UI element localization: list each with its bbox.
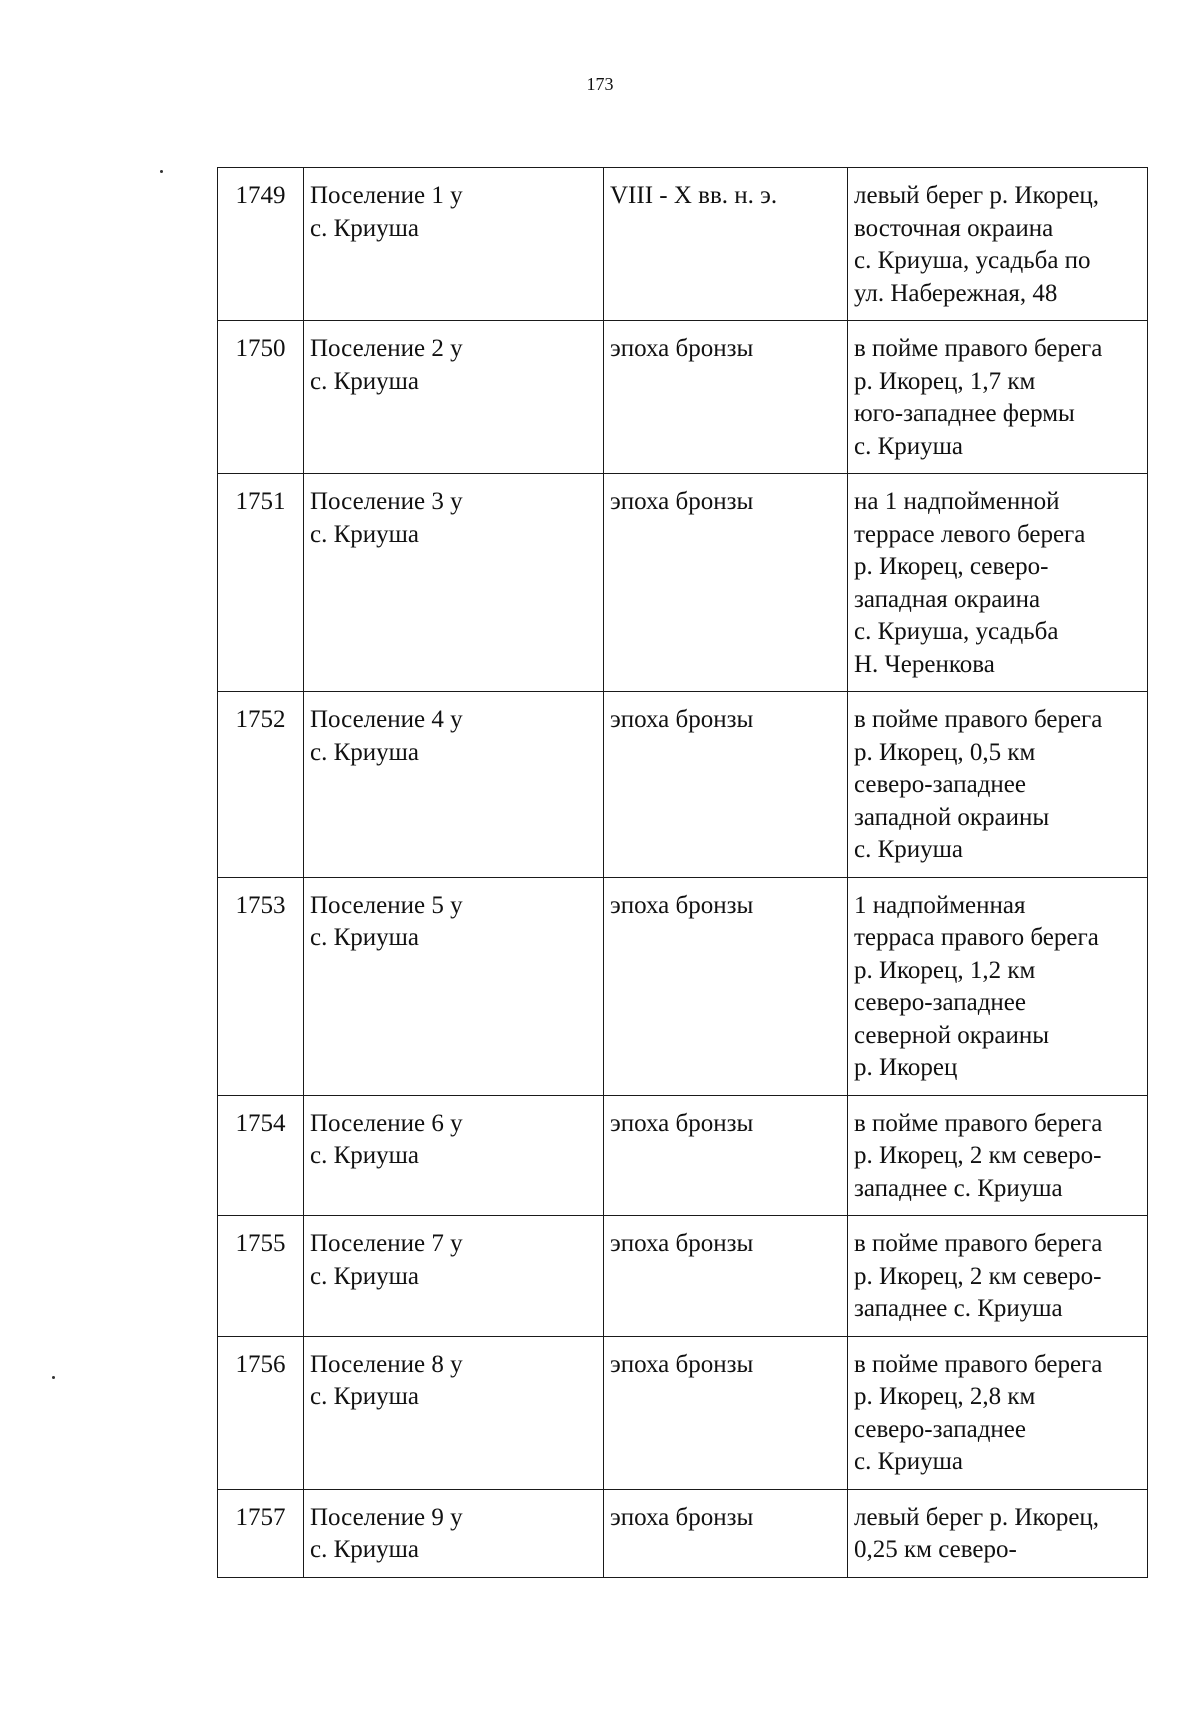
site-location-cell [848, 1216, 1148, 1337]
site-location-line: террасе левого берега [854, 520, 1086, 548]
site-dating-cell: эпоха бронзы [604, 1095, 848, 1216]
table-row [218, 321, 1148, 474]
site-number-cell: 1750 [218, 321, 304, 474]
site-name-line: Поселение 9 у [310, 1503, 463, 1531]
site-number-cell: 1756 [218, 1336, 304, 1489]
site-name-line: Поселение 1 у [310, 182, 463, 209]
site-location-line: р. Икорец, 0,5 км [854, 738, 1036, 766]
site-dating-cell: VIII - X вв. н. э. [604, 168, 848, 321]
site-location-line: юго-западнее фермы [854, 400, 1075, 427]
table-row [218, 1095, 1148, 1216]
site-location-cell [848, 1489, 1148, 1577]
site-location-line: терраса правого берега [854, 924, 1099, 951]
site-location-line: р. Икорец, 2,8 км [854, 1383, 1036, 1410]
site-location-cell [848, 877, 1148, 1095]
table-row [218, 168, 1148, 321]
site-location-line: 0,25 км северо- [854, 1536, 1017, 1563]
table-row [218, 1489, 1148, 1577]
site-name-cell [304, 877, 604, 1095]
site-location-line: в пойме правого берега [854, 706, 1103, 733]
site-dating-cell: эпоха бронзы [604, 474, 848, 692]
site-dating-cell: эпоха бронзы [604, 877, 848, 1095]
site-dating-cell: эпоха бронзы [604, 1216, 848, 1337]
site-location-line: с. Криуша, усадьба по [854, 247, 1091, 274]
table-row [218, 692, 1148, 878]
site-dating-cell: эпоха бронзы [604, 692, 848, 878]
site-name-line: с. Криуша [310, 738, 419, 766]
site-location-line: северо-западнее [854, 771, 1026, 798]
site-location-line: Н. Черенкова [854, 650, 995, 678]
site-location-line: р. Икорец [854, 1054, 958, 1081]
site-number-cell: 1749 [218, 168, 304, 321]
site-location-line: с. Криуша, усадьба [854, 618, 1059, 645]
site-name-line: Поселение 8 у [310, 1350, 463, 1378]
page-number: 173 [586, 74, 614, 94]
site-location-line: с. Криуша [854, 1448, 963, 1475]
site-name-line: с. Криуша [310, 924, 419, 951]
site-name-line: с. Криуша [310, 367, 419, 395]
site-dating-cell: эпоха бронзы [604, 1489, 848, 1577]
site-name-line: с. Криуша [310, 1142, 419, 1169]
site-name-cell [304, 692, 604, 878]
site-name-line: с. Криуша [310, 1383, 419, 1410]
site-name-line: с. Криуша [310, 1536, 419, 1563]
site-dating-cell: эпоха бронзы [604, 321, 848, 474]
site-name-cell [304, 1489, 604, 1577]
site-dating-cell: эпоха бронзы [604, 1336, 848, 1489]
site-location-line: западнее с. Криуша [854, 1174, 1063, 1202]
site-location-cell [848, 474, 1148, 692]
site-name-cell [304, 1095, 604, 1216]
site-location-line: р. Икорец, 1,7 км [854, 367, 1036, 395]
site-number-cell: 1751 [218, 474, 304, 692]
site-location-line: с. Криуша [854, 836, 963, 863]
site-location-line: р. Икорец, северо- [854, 553, 1049, 580]
site-location-cell [848, 692, 1148, 878]
site-location-line: ул. Набережная, 48 [854, 279, 1058, 307]
scan-speck [160, 170, 163, 173]
table-row [218, 1216, 1148, 1337]
site-location-line: левый берег р. Икорец, [854, 1503, 1100, 1531]
site-name-line: Поселение 2 у [310, 335, 463, 362]
site-location-line: восточная окраина [854, 214, 1054, 242]
site-name-line: с. Криуша [310, 214, 419, 242]
site-name-cell [304, 1216, 604, 1337]
site-number-cell: 1752 [218, 692, 304, 878]
site-number-cell: 1757 [218, 1489, 304, 1577]
table-row [218, 877, 1148, 1095]
site-location-line: северной окраины [854, 1021, 1050, 1049]
table-row [218, 474, 1148, 692]
site-name-cell [304, 1336, 604, 1489]
site-location-line: северо-западнее [854, 1415, 1026, 1443]
site-name-cell [304, 168, 604, 321]
site-name-line: с. Криуша [310, 520, 419, 548]
site-location-line: р. Икорец, 2 км северо- [854, 1142, 1102, 1169]
table-row [218, 1336, 1148, 1489]
site-location-line: р. Икорец, 2 км северо- [854, 1262, 1102, 1290]
site-location-line: левый берег р. Икорец, [854, 182, 1100, 209]
site-name-cell [304, 321, 604, 474]
site-name-line: с. Криуша [310, 1262, 419, 1290]
site-location-cell [848, 1095, 1148, 1216]
scan-speck [52, 1376, 55, 1379]
site-location-cell [848, 168, 1148, 321]
site-name-line: Поселение 7 у [310, 1230, 463, 1257]
site-location-line: западной окраины [854, 803, 1050, 831]
site-name-line: Поселение 6 у [310, 1109, 463, 1137]
site-number-cell: 1753 [218, 877, 304, 1095]
site-location-cell [848, 1336, 1148, 1489]
site-location-line: западнее с. Криуша [854, 1295, 1063, 1322]
site-name-line: Поселение 3 у [310, 488, 463, 515]
site-location-line: 1 надпойменная [854, 891, 1026, 919]
site-number-cell: 1754 [218, 1095, 304, 1216]
heritage-sites-table [217, 167, 1148, 1578]
site-location-line: северо-западнее [854, 989, 1026, 1016]
site-location-line: на 1 надпойменной [854, 488, 1060, 515]
site-number-cell: 1755 [218, 1216, 304, 1337]
site-location-line: в пойме правого берега [854, 1109, 1103, 1137]
site-location-line: в пойме правого берега [854, 335, 1103, 362]
site-location-line: с. Криуша [854, 432, 963, 460]
site-location-line: в пойме правого берега [854, 1350, 1103, 1378]
site-location-cell [848, 321, 1148, 474]
site-location-line: западная окраина [854, 585, 1041, 613]
site-name-line: Поселение 5 у [310, 891, 463, 919]
site-name-cell [304, 474, 604, 692]
site-location-line: р. Икорец, 1,2 км [854, 956, 1036, 984]
site-name-line: Поселение 4 у [310, 706, 463, 733]
site-location-line: в пойме правого берега [854, 1230, 1103, 1257]
